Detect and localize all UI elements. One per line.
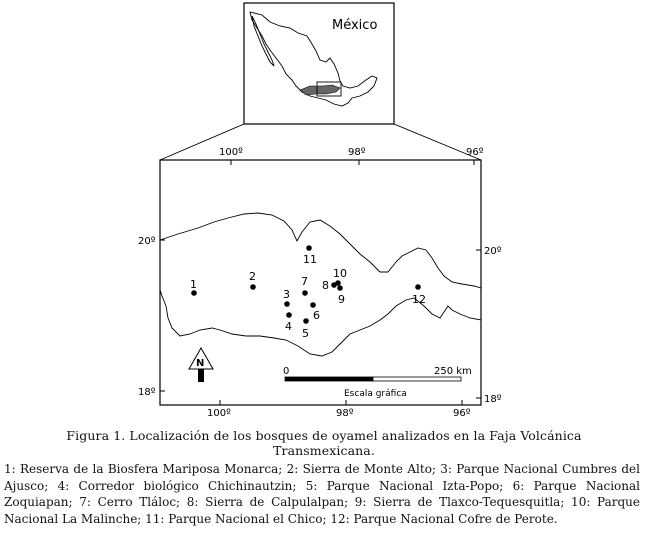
figure-caption: Figura 1. Localización de los bosques de oyamel analizados en la Faja Volcánica Transmexicana.	[66, 428, 582, 458]
inset-label: México	[332, 18, 378, 33]
site-marker	[306, 245, 312, 251]
site-label: 3	[283, 288, 290, 301]
scale-caption: Escala gráfica	[344, 389, 407, 399]
site-marker	[250, 284, 256, 290]
site-marker	[284, 301, 290, 307]
figure-legend: 1: Reserva de la Biosfera Mariposa Monarca; 2: Sierra de Monte Alto; 3: Parque Nacional Cumbres del Ajusco; 4: Corredor biológico Chichinautzin; 5: Parque Nacional Izta-Popo; 6: Parque Nacional Zoquiapan; 7: Cerro Tláloc; 8: Sierra de Calpulalpan; 9: Sierra de Tlaxco-Tequesquitla; 10: Parque Nacional La Malinche; 11: Parque Nacional el Chico; 12: Parque Nacional Cofre de Perote.	[4, 462, 640, 526]
north-arrow-stem	[198, 369, 204, 382]
site-marker	[335, 280, 341, 286]
bottom-lon-label: 96º	[453, 408, 471, 419]
scale-bar-segment	[373, 377, 461, 381]
site-label: 6	[313, 309, 320, 322]
site-label: 8	[322, 279, 329, 292]
scale-bar-segment	[285, 377, 373, 381]
bottom-lon-label: 100º	[207, 408, 231, 419]
left-lat-label: 20º	[138, 236, 156, 247]
site-marker	[415, 284, 421, 290]
site-label: 7	[301, 275, 308, 288]
site-label: 1	[190, 278, 197, 291]
north-label: N	[196, 358, 205, 369]
site-label: 11	[303, 253, 317, 266]
site-marker	[191, 290, 197, 296]
top-lon-label: 98º	[348, 147, 366, 158]
right-lat-label: 18º	[484, 394, 502, 405]
top-lon-label: 100º	[219, 147, 243, 158]
site-label: 2	[249, 270, 256, 283]
site-marker	[337, 285, 343, 291]
site-marker	[302, 290, 308, 296]
scale-end-label: 250 km	[434, 366, 472, 377]
top-lon-label: 96º	[466, 147, 484, 158]
right-lat-label: 20º	[484, 246, 502, 257]
site-marker	[310, 302, 316, 308]
scale-start-label: 0	[283, 366, 290, 377]
site-label: 12	[412, 293, 426, 306]
site-label: 4	[285, 320, 292, 333]
left-lat-label: 18º	[138, 387, 156, 398]
site-label: 10	[333, 267, 347, 280]
bottom-lon-label: 98º	[336, 408, 354, 419]
site-label: 9	[338, 293, 345, 306]
site-label: 5	[302, 327, 309, 340]
site-marker	[286, 312, 292, 318]
site-marker	[303, 318, 309, 324]
